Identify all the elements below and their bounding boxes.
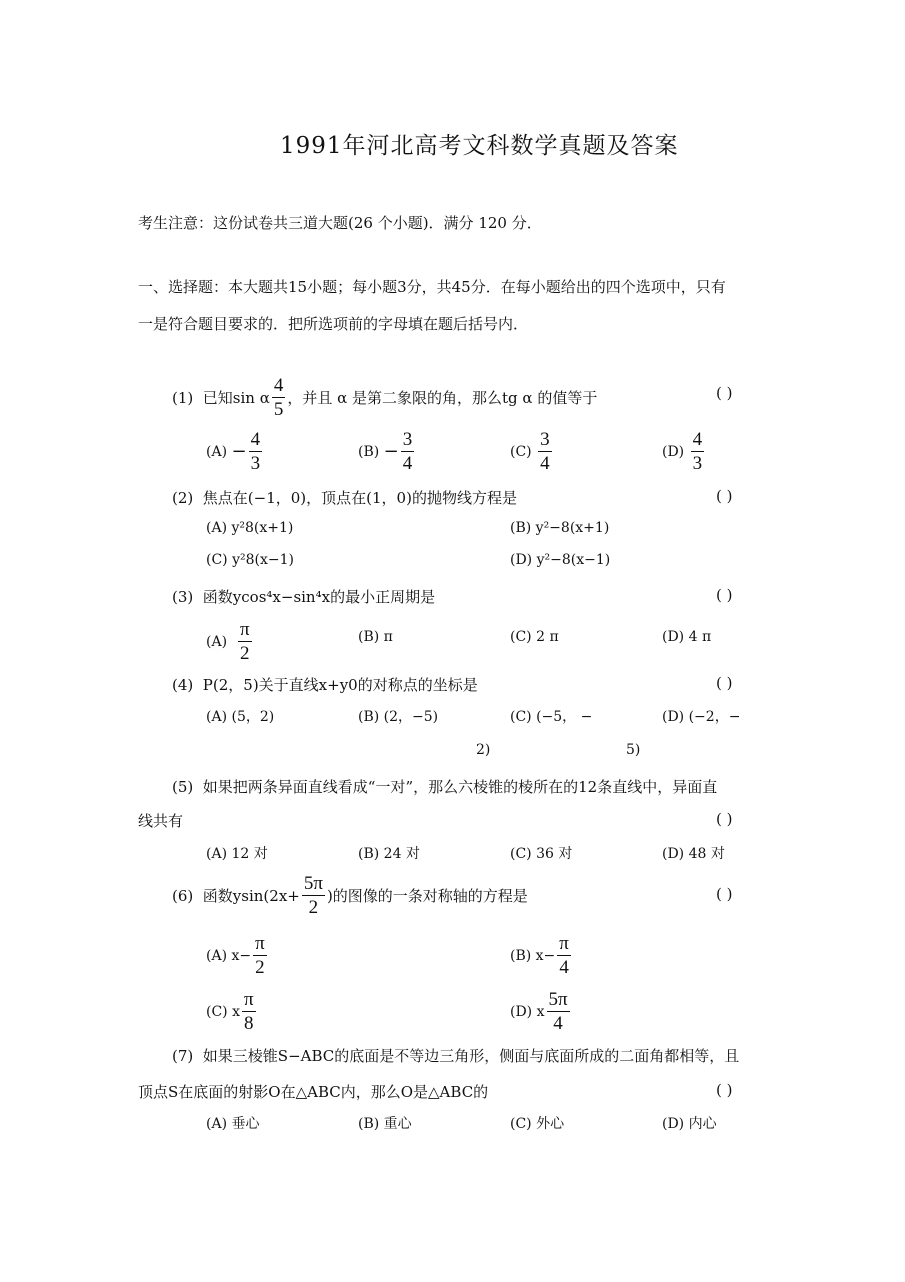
- option-d: [510, 990, 572, 1033]
- answer-bracket: ( ): [716, 674, 733, 692]
- option-c: (C) 2 π: [510, 629, 559, 645]
- question-5: [172, 776, 717, 797]
- question-number: (5): [172, 778, 194, 796]
- question-number: (2): [172, 489, 194, 507]
- option-label: (C) x: [206, 1003, 240, 1020]
- fraction-numerator: 4: [692, 429, 703, 450]
- question-4: [172, 674, 478, 695]
- fraction-numerator: 4: [250, 429, 261, 450]
- option-d: (D) 4 π: [662, 629, 712, 645]
- option-a: (A) 12 对: [206, 846, 268, 862]
- question-number: (6): [172, 886, 194, 905]
- fraction-numerator: 5π: [303, 873, 323, 894]
- option-d: (D) 48 对: [662, 846, 725, 862]
- fraction-denominator: 5: [273, 399, 284, 420]
- question-text-pre: 已知sin α: [202, 389, 270, 407]
- fraction-denominator: 2: [255, 957, 265, 978]
- option-c: (C) 外心: [510, 1116, 565, 1132]
- question-text: P(2，5)关于直线x+y0的对称点的坐标是: [202, 676, 478, 694]
- fraction-denominator: 4: [540, 453, 550, 474]
- page-title: 1991年河北高考文科数学真题及答案: [280, 133, 679, 159]
- option-label: (D) x: [510, 1003, 545, 1020]
- option-label: (A): [206, 443, 228, 460]
- question-number: (4): [172, 676, 194, 694]
- question-1: [172, 376, 597, 419]
- fraction: [302, 874, 325, 917]
- fraction-numerator: 4: [273, 375, 284, 396]
- option-a: (A) (5，2): [206, 709, 275, 725]
- question-6: [172, 874, 528, 917]
- fraction: [249, 430, 263, 473]
- fraction: [253, 934, 267, 977]
- question-text-line2: 线共有: [138, 812, 184, 830]
- answer-bracket: ( ): [716, 810, 733, 828]
- option-a: (A) y²8(x+1): [206, 520, 294, 536]
- option-label: (B) x−: [510, 947, 556, 964]
- fraction: [547, 990, 570, 1033]
- answer-bracket: ( ): [716, 586, 733, 604]
- fraction: [538, 430, 552, 473]
- question-number: (1): [172, 388, 194, 407]
- fraction-numerator: 5π: [548, 989, 568, 1010]
- option-d-continued: 5): [626, 742, 641, 758]
- question-text-line2: 顶点S在底面的射影O在△ABC内，那么O是△ABC的: [138, 1083, 489, 1101]
- option-b: (B) (2，−5): [358, 709, 439, 725]
- option-label: (C): [510, 443, 532, 460]
- option-label: (B): [358, 443, 380, 460]
- section1-instructions-line1: 一、选择题：本大题共15小题；每小题3分，共45分．在每小题给出的四个选项中，只有: [138, 278, 726, 296]
- option-label: (A): [206, 633, 228, 650]
- option-b: (B) 重心: [358, 1116, 412, 1132]
- option-c: [206, 990, 258, 1033]
- question-text-pre: 函数ysin(2x+: [202, 887, 300, 905]
- option-b: (B) π: [358, 629, 393, 645]
- question-3: [172, 586, 435, 607]
- fraction-numerator: π: [255, 933, 265, 954]
- fraction: [401, 430, 415, 473]
- fraction: [272, 376, 286, 419]
- option-a: [206, 934, 269, 977]
- section1-instructions-line2: 一是符合题目要求的．把所选项前的字母填在题后括号内．: [138, 315, 529, 333]
- question-text-line1: 如果三棱锥S−ABC的底面是不等边三角形，侧面与底面所成的二面角都相等，且: [202, 1047, 740, 1065]
- question-number: (3): [172, 588, 194, 606]
- option-c: [510, 430, 554, 473]
- fraction-denominator: 4: [553, 1013, 563, 1034]
- option-c-continued: 2): [476, 742, 491, 758]
- minus-sign: −: [231, 441, 247, 462]
- exam-notice: 考生注意：这份试卷共三道大题(26 个小题)．满分 120 分．: [138, 214, 542, 232]
- fraction-numerator: 3: [540, 429, 550, 450]
- question-text: 函数ycos⁴x−sin⁴x的最小正周期是: [202, 588, 436, 606]
- answer-bracket: ( ): [716, 885, 733, 903]
- option-d: [662, 430, 706, 473]
- fraction-denominator: 4: [402, 453, 413, 474]
- option-b: (B) y²−8(x+1): [510, 520, 610, 536]
- fraction: [691, 430, 705, 473]
- option-a: [206, 620, 254, 663]
- fraction-denominator: 3: [692, 453, 703, 474]
- option-b: [510, 934, 573, 977]
- fraction: [238, 620, 252, 663]
- minus-sign: −: [383, 441, 399, 462]
- question-text: 焦点在(−1，0)，顶点在(1，0)的抛物线方程是: [202, 489, 517, 507]
- fraction: [242, 990, 256, 1033]
- fraction-numerator: π: [559, 933, 569, 954]
- fraction-denominator: 8: [244, 1013, 254, 1034]
- option-b: (B) 24 对: [358, 846, 420, 862]
- question-7: [172, 1045, 739, 1066]
- fraction-numerator: π: [239, 619, 250, 640]
- option-d: (D) (−2，−: [662, 709, 741, 725]
- fraction: [557, 934, 571, 977]
- option-d: (D) y²−8(x−1): [510, 552, 611, 568]
- option-d: (D) 内心: [662, 1116, 717, 1132]
- option-c: (C) (−5， −: [510, 709, 593, 725]
- answer-bracket: ( ): [716, 1081, 733, 1099]
- question-number: (7): [172, 1047, 194, 1065]
- option-label: (D): [662, 443, 685, 460]
- option-c: (C) y²8(x−1): [206, 552, 294, 568]
- option-c: (C) 36 对: [510, 846, 573, 862]
- option-a: (A) 垂心: [206, 1116, 260, 1132]
- answer-bracket: ( ): [716, 487, 733, 505]
- fraction-numerator: 3: [402, 429, 413, 450]
- option-b: [358, 430, 416, 473]
- fraction-numerator: π: [243, 989, 254, 1010]
- question-text-post: )的图像的一条对称轴的方程是: [326, 887, 528, 905]
- fraction-denominator: 3: [250, 453, 261, 474]
- question-text-line1: 如果把两条异面直线看成“一对”，那么六棱锥的棱所在的12条直线中，异面直: [202, 778, 718, 796]
- option-label: (A) x−: [206, 947, 252, 964]
- fraction-denominator: 4: [559, 957, 569, 978]
- fraction-denominator: 2: [240, 643, 250, 664]
- option-a: [206, 430, 264, 473]
- fraction-denominator: 2: [308, 897, 319, 918]
- question-2: [172, 487, 517, 508]
- answer-bracket: ( ): [716, 384, 733, 402]
- question-text-post: ，并且 α 是第二象限的角，那么tg α 的值等于: [287, 389, 598, 407]
